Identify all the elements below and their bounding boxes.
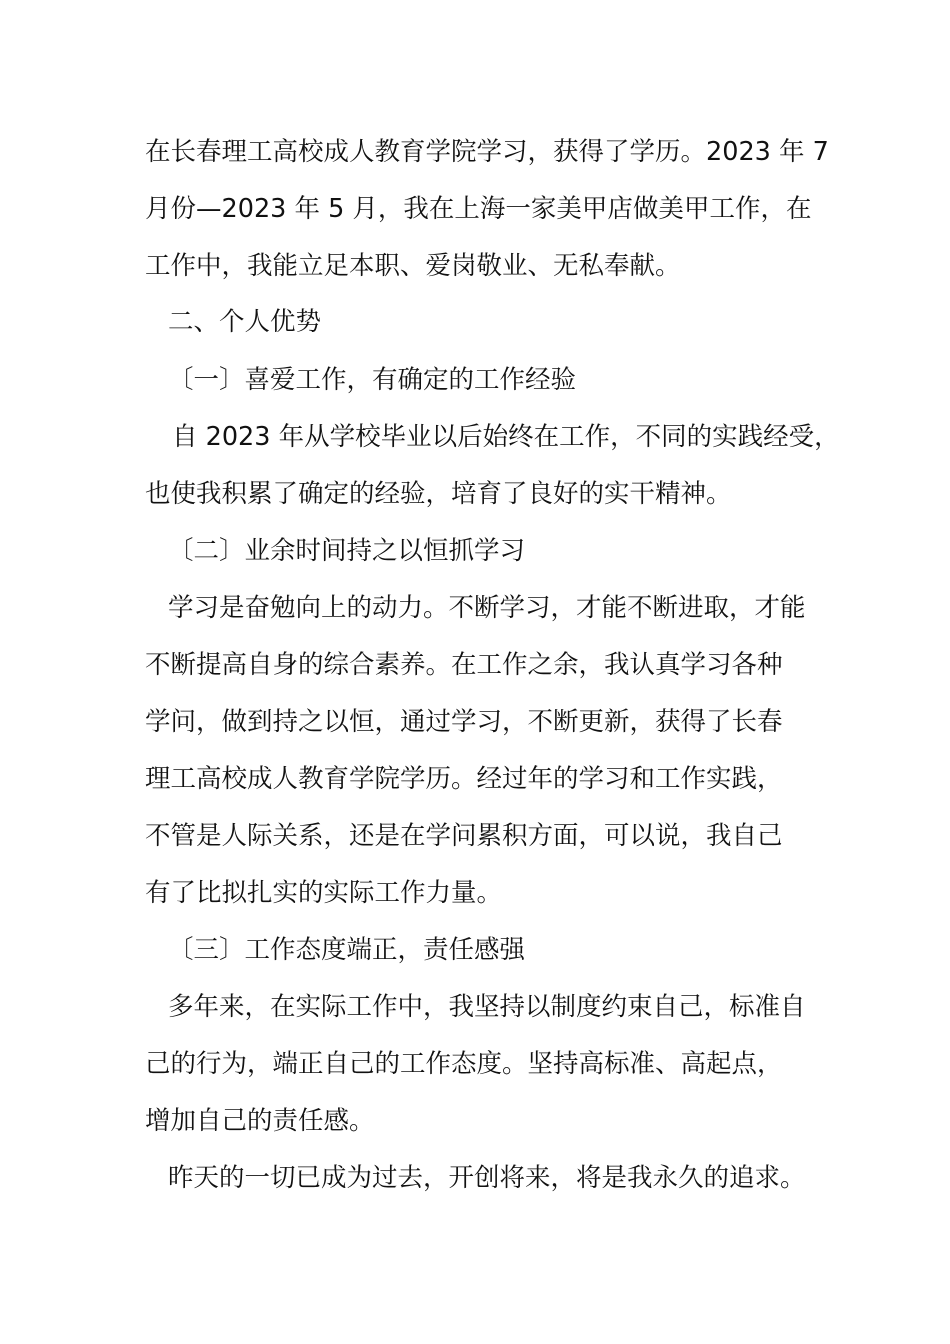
paragraph-attitude-line-2: 己的行为，端正自己的工作态度。坚持高标准、高起点，	[145, 1049, 783, 1079]
paragraph-attitude-line-3: 增加自己的责任感。	[145, 1106, 375, 1136]
paragraph-study-line-5: 不管是人际关系，还是在学问累积方面，可以说，我自己	[145, 821, 783, 851]
paragraph-attitude-line-1: 多年来，在实际工作中，我坚持以制度约束自己，标准自	[168, 992, 806, 1022]
subheading-attitude: 〔三〕工作态度端正，责任感强	[168, 935, 526, 965]
paragraph-study-line-6: 有了比拟扎实的实际工作力量。	[145, 878, 503, 908]
paragraph-experience-line-2: 也使我积累了确定的经验，培育了良好的实干精神。	[145, 479, 732, 509]
subheading-love-work: 〔一〕喜爱工作，有确定的工作经验	[168, 365, 577, 395]
paragraph-education-line-2: 月份—2023 年 5 月，我在上海一家美甲店做美甲工作，在	[145, 194, 812, 224]
paragraph-study-line-4: 理工高校成人教育学院学历。经过年的学习和工作实践，	[145, 764, 783, 794]
paragraph-study-line-2: 不断提高自身的综合素养。在工作之余，我认真学习各种	[145, 650, 783, 680]
paragraph-study-line-3: 学问，做到持之以恒，通过学习，不断更新，获得了长春	[145, 707, 783, 737]
paragraph-education-line-1: 在长春理工高校成人教育学院学习，获得了学历。2023 年 7	[145, 137, 829, 167]
paragraph-study-line-1: 学习是奋勉向上的动力。不断学习，才能不断进取，才能	[168, 593, 806, 623]
subheading-study: 〔二〕业余时间持之以恒抓学习	[168, 536, 526, 566]
closing-statement: 昨天的一切已成为过去，开创将来，将是我永久的追求。	[168, 1163, 806, 1193]
section-heading-personal-strengths: 二、个人优势	[168, 307, 322, 337]
paragraph-experience-line-1: 自 2023 年从学校毕业以后始终在工作，不同的实践经受，	[172, 422, 840, 452]
paragraph-education-line-3: 工作中，我能立足本职、爱岗敬业、无私奉献。	[145, 251, 681, 281]
